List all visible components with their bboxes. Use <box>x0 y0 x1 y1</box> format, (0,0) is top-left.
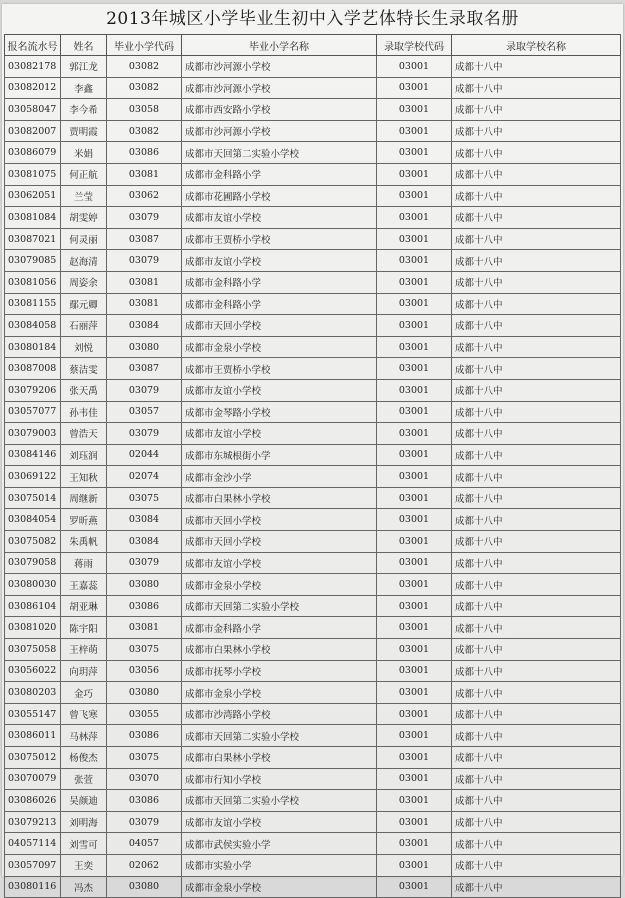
table-row <box>5 228 621 250</box>
table-row <box>5 854 621 876</box>
cell-grad-name: 成都市沙湾路小学校 <box>182 703 377 725</box>
cell-grad-code: 02044 <box>107 444 182 466</box>
cell-admit-code: 03001 <box>377 833 452 855</box>
cell-admit-name: 成都十八中 <box>452 487 621 509</box>
cell-admit-code: 03001 <box>377 595 452 617</box>
table-row <box>5 703 621 725</box>
cell-grad-name: 成都市沙河源小学校 <box>182 120 377 142</box>
cell-admit-code: 03001 <box>377 293 452 315</box>
table-row <box>5 768 621 790</box>
table-row <box>5 487 621 509</box>
cell-reg-no: 03081020 <box>5 617 61 639</box>
cell-admit-name: 成都十八中 <box>452 163 621 185</box>
table-row <box>5 185 621 207</box>
cell-name: 胡雯婷 <box>61 207 107 229</box>
cell-admit-name: 成都十八中 <box>452 293 621 315</box>
table-row <box>5 207 621 229</box>
cell-grad-name: 成都市行知小学校 <box>182 768 377 790</box>
cell-reg-no: 03082007 <box>5 120 61 142</box>
cell-admit-name: 成都十八中 <box>452 747 621 769</box>
cell-grad-name: 成都市东城根街小学 <box>182 444 377 466</box>
cell-admit-name: 成都十八中 <box>452 703 621 725</box>
cell-grad-code: 03079 <box>107 423 182 445</box>
cell-admit-code: 03001 <box>377 639 452 661</box>
cell-grad-name: 成都市友谊小学校 <box>182 552 377 574</box>
cell-grad-code: 03080 <box>107 876 182 898</box>
cell-grad-name: 成都市天回小学校 <box>182 315 377 337</box>
cell-grad-code: 03080 <box>107 574 182 596</box>
table-row <box>5 574 621 596</box>
cell-grad-name: 成都市金琴路小学校 <box>182 401 377 423</box>
cell-grad-code: 03079 <box>107 207 182 229</box>
cell-admit-code: 03001 <box>377 271 452 293</box>
cell-reg-no: 03055147 <box>5 703 61 725</box>
cell-grad-name: 成都市天回小学校 <box>182 531 377 553</box>
cell-name: 王奕 <box>61 854 107 876</box>
table-row <box>5 315 621 337</box>
cell-grad-code: 03062 <box>107 185 182 207</box>
cell-reg-no: 03080203 <box>5 682 61 704</box>
cell-name: 吴颜迪 <box>61 790 107 812</box>
table-row <box>5 660 621 682</box>
table-row <box>5 811 621 833</box>
cell-name: 赵海清 <box>61 250 107 272</box>
cell-admit-code: 03001 <box>377 250 452 272</box>
cell-admit-code: 03001 <box>377 423 452 445</box>
cell-reg-no: 03081155 <box>5 293 61 315</box>
cell-admit-code: 03001 <box>377 617 452 639</box>
cell-admit-code: 03001 <box>377 682 452 704</box>
cell-admit-code: 03001 <box>377 487 452 509</box>
cell-grad-code: 03075 <box>107 747 182 769</box>
cell-admit-name: 成都十八中 <box>452 207 621 229</box>
cell-admit-code: 03001 <box>377 185 452 207</box>
cell-admit-name: 成都十八中 <box>452 552 621 574</box>
cell-name: 蒋雨 <box>61 552 107 574</box>
header-grad-name: 毕业小学名称 <box>182 35 377 56</box>
admission-table <box>4 34 621 898</box>
table-row <box>5 142 621 164</box>
cell-admit-name: 成都十八中 <box>452 509 621 531</box>
cell-reg-no: 03084146 <box>5 444 61 466</box>
cell-grad-code: 03080 <box>107 682 182 704</box>
cell-admit-name: 成都十八中 <box>452 185 621 207</box>
cell-grad-name: 成都市王贾桥小学校 <box>182 228 377 250</box>
cell-admit-name: 成都十八中 <box>452 790 621 812</box>
cell-admit-name: 成都十八中 <box>452 768 621 790</box>
cell-name: 贾明霞 <box>61 120 107 142</box>
cell-admit-name: 成都十八中 <box>452 423 621 445</box>
table-row <box>5 509 621 531</box>
header-grad-code: 毕业小学代码 <box>107 35 182 56</box>
cell-name: 李今希 <box>61 99 107 121</box>
cell-admit-name: 成都十八中 <box>452 639 621 661</box>
table-row <box>5 423 621 445</box>
cell-grad-code: 03057 <box>107 401 182 423</box>
cell-admit-code: 03001 <box>377 768 452 790</box>
cell-grad-code: 03086 <box>107 142 182 164</box>
cell-grad-code: 03086 <box>107 790 182 812</box>
cell-grad-name: 成都市金科路小学 <box>182 617 377 639</box>
cell-admit-name: 成都十八中 <box>452 401 621 423</box>
cell-reg-no: 03080116 <box>5 876 61 898</box>
table-row <box>5 790 621 812</box>
cell-admit-name: 成都十八中 <box>452 811 621 833</box>
table-row <box>5 531 621 553</box>
cell-admit-name: 成都十八中 <box>452 466 621 488</box>
cell-name: 马林萍 <box>61 725 107 747</box>
cell-grad-code: 02062 <box>107 854 182 876</box>
cell-grad-name: 成都市天回小学校 <box>182 509 377 531</box>
cell-name: 金巧 <box>61 682 107 704</box>
header-admit-name: 录取学校名称 <box>452 35 621 56</box>
cell-name: 刘珏润 <box>61 444 107 466</box>
cell-name: 刘悦 <box>61 336 107 358</box>
table-row <box>5 120 621 142</box>
cell-reg-no: 03081056 <box>5 271 61 293</box>
table-row <box>5 77 621 99</box>
cell-name: 朱禹帆 <box>61 531 107 553</box>
table-row <box>5 336 621 358</box>
cell-grad-name: 成都市天回第二实验小学校 <box>182 790 377 812</box>
table-row <box>5 833 621 855</box>
cell-reg-no: 03079003 <box>5 423 61 445</box>
cell-grad-name: 成都市金科路小学 <box>182 293 377 315</box>
cell-admit-name: 成都十八中 <box>452 833 621 855</box>
cell-admit-name: 成都十八中 <box>452 120 621 142</box>
header-name: 姓名 <box>61 35 107 56</box>
page-title: 2013年城区小学毕业生初中入学艺体特长生录取名册 <box>106 9 519 29</box>
cell-admit-name: 成都十八中 <box>452 379 621 401</box>
cell-reg-no: 03080030 <box>5 574 61 596</box>
cell-admit-name: 成都十八中 <box>452 142 621 164</box>
table-row <box>5 401 621 423</box>
cell-reg-no: 03086026 <box>5 790 61 812</box>
cell-name: 陈宇阳 <box>61 617 107 639</box>
table-row <box>5 552 621 574</box>
cell-reg-no: 03086079 <box>5 142 61 164</box>
cell-admit-name: 成都十八中 <box>452 315 621 337</box>
cell-reg-no: 03075082 <box>5 531 61 553</box>
cell-admit-name: 成都十八中 <box>452 336 621 358</box>
cell-admit-code: 03001 <box>377 120 452 142</box>
cell-reg-no: 03070079 <box>5 768 61 790</box>
cell-admit-name: 成都十八中 <box>452 876 621 898</box>
cell-grad-name: 成都市白果林小学校 <box>182 487 377 509</box>
cell-admit-code: 03001 <box>377 509 452 531</box>
cell-reg-no: 03075014 <box>5 487 61 509</box>
cell-grad-code: 03086 <box>107 595 182 617</box>
cell-reg-no: 03079206 <box>5 379 61 401</box>
cell-name: 杨俊杰 <box>61 747 107 769</box>
cell-admit-name: 成都十八中 <box>452 358 621 380</box>
table-row <box>5 444 621 466</box>
cell-name: 王知秋 <box>61 466 107 488</box>
table-row <box>5 595 621 617</box>
cell-reg-no: 03086104 <box>5 595 61 617</box>
cell-grad-code: 03079 <box>107 811 182 833</box>
cell-reg-no: 04057114 <box>5 833 61 855</box>
header-admit-code: 录取学校代码 <box>377 35 452 56</box>
cell-name: 何正航 <box>61 163 107 185</box>
cell-name: 周姿余 <box>61 271 107 293</box>
table-row <box>5 271 621 293</box>
cell-name: 王嘉蕊 <box>61 574 107 596</box>
cell-grad-name: 成都市友谊小学校 <box>182 250 377 272</box>
cell-grad-code: 03084 <box>107 315 182 337</box>
cell-grad-code: 03082 <box>107 56 182 78</box>
cell-admit-name: 成都十八中 <box>452 99 621 121</box>
cell-grad-code: 03081 <box>107 293 182 315</box>
cell-grad-code: 03082 <box>107 77 182 99</box>
cell-reg-no: 03081075 <box>5 163 61 185</box>
table-row <box>5 725 621 747</box>
roster-sheet <box>2 4 623 894</box>
cell-name: 冯杰 <box>61 876 107 898</box>
cell-admit-code: 03001 <box>377 142 452 164</box>
table-row <box>5 56 621 78</box>
cell-name: 张萱 <box>61 768 107 790</box>
cell-grad-name: 成都市西安路小学校 <box>182 99 377 121</box>
cell-admit-name: 成都十八中 <box>452 228 621 250</box>
cell-admit-code: 03001 <box>377 163 452 185</box>
cell-grad-code: 03084 <box>107 531 182 553</box>
cell-reg-no: 03056022 <box>5 660 61 682</box>
cell-admit-code: 03001 <box>377 379 452 401</box>
cell-name: 胡亚琳 <box>61 595 107 617</box>
cell-reg-no: 03084054 <box>5 509 61 531</box>
cell-admit-code: 03001 <box>377 552 452 574</box>
cell-reg-no: 03080184 <box>5 336 61 358</box>
cell-grad-code: 03055 <box>107 703 182 725</box>
cell-grad-name: 成都市实验小学 <box>182 854 377 876</box>
cell-name: 蔡洁雯 <box>61 358 107 380</box>
cell-grad-name: 成都市白果林小学校 <box>182 747 377 769</box>
cell-reg-no: 03075012 <box>5 747 61 769</box>
cell-grad-code: 03084 <box>107 509 182 531</box>
cell-admit-name: 成都十八中 <box>452 531 621 553</box>
cell-grad-code: 04057 <box>107 833 182 855</box>
cell-name: 米娟 <box>61 142 107 164</box>
cell-reg-no: 03069122 <box>5 466 61 488</box>
cell-admit-name: 成都十八中 <box>452 250 621 272</box>
cell-reg-no: 03075058 <box>5 639 61 661</box>
cell-name: 石丽萍 <box>61 315 107 337</box>
cell-reg-no: 03057097 <box>5 854 61 876</box>
cell-grad-name: 成都市天回第二实验小学校 <box>182 725 377 747</box>
cell-admit-code: 03001 <box>377 876 452 898</box>
cell-reg-no: 03082012 <box>5 77 61 99</box>
cell-admit-code: 03001 <box>377 56 452 78</box>
cell-grad-name: 成都市金沙小学 <box>182 466 377 488</box>
cell-name: 兰莹 <box>61 185 107 207</box>
cell-grad-code: 02074 <box>107 466 182 488</box>
cell-grad-code: 03086 <box>107 725 182 747</box>
cell-grad-name: 成都市沙河源小学校 <box>182 77 377 99</box>
cell-admit-code: 03001 <box>377 466 452 488</box>
table-body <box>5 56 621 898</box>
cell-grad-name: 成都市金泉小学校 <box>182 574 377 596</box>
table-row <box>5 617 621 639</box>
cell-admit-name: 成都十八中 <box>452 617 621 639</box>
cell-reg-no: 03087021 <box>5 228 61 250</box>
cell-admit-code: 03001 <box>377 574 452 596</box>
cell-grad-name: 成都市沙河源小学校 <box>182 56 377 78</box>
cell-grad-name: 成都市金泉小学校 <box>182 876 377 898</box>
cell-admit-code: 03001 <box>377 703 452 725</box>
cell-name: 曾飞寒 <box>61 703 107 725</box>
cell-grad-name: 成都市白果林小学校 <box>182 639 377 661</box>
cell-admit-name: 成都十八中 <box>452 574 621 596</box>
cell-name: 曾浩天 <box>61 423 107 445</box>
cell-reg-no: 03087008 <box>5 358 61 380</box>
cell-grad-code: 03081 <box>107 163 182 185</box>
cell-admit-code: 03001 <box>377 444 452 466</box>
table-row <box>5 358 621 380</box>
cell-name: 王梓萌 <box>61 639 107 661</box>
table-row <box>5 466 621 488</box>
cell-grad-name: 成都市金科路小学 <box>182 271 377 293</box>
cell-name: 向玥萍 <box>61 660 107 682</box>
table-row <box>5 293 621 315</box>
cell-admit-name: 成都十八中 <box>452 725 621 747</box>
cell-admit-code: 03001 <box>377 99 452 121</box>
cell-admit-name: 成都十八中 <box>452 682 621 704</box>
table-header-row <box>5 35 621 56</box>
cell-admit-code: 03001 <box>377 747 452 769</box>
cell-grad-code: 03079 <box>107 250 182 272</box>
cell-reg-no: 03062051 <box>5 185 61 207</box>
cell-reg-no: 03086011 <box>5 725 61 747</box>
cell-admit-name: 成都十八中 <box>452 854 621 876</box>
cell-grad-code: 03056 <box>107 660 182 682</box>
cell-grad-code: 03087 <box>107 358 182 380</box>
cell-grad-code: 03082 <box>107 120 182 142</box>
cell-name: 张天禹 <box>61 379 107 401</box>
table-row <box>5 379 621 401</box>
cell-admit-name: 成都十八中 <box>452 77 621 99</box>
cell-admit-code: 03001 <box>377 531 452 553</box>
cell-grad-code: 03080 <box>107 336 182 358</box>
table-row <box>5 250 621 272</box>
cell-name: 刘雪可 <box>61 833 107 855</box>
cell-grad-name: 成都市王贾桥小学校 <box>182 358 377 380</box>
cell-admit-code: 03001 <box>377 228 452 250</box>
cell-grad-name: 成都市友谊小学校 <box>182 423 377 445</box>
cell-admit-code: 03001 <box>377 725 452 747</box>
cell-name: 鄢元卿 <box>61 293 107 315</box>
cell-name: 罗昕燕 <box>61 509 107 531</box>
table-row <box>5 639 621 661</box>
cell-grad-name: 成都市花圃路小学校 <box>182 185 377 207</box>
table-row <box>5 682 621 704</box>
cell-reg-no: 03057077 <box>5 401 61 423</box>
cell-name: 周继新 <box>61 487 107 509</box>
cell-reg-no: 03058047 <box>5 99 61 121</box>
cell-grad-name: 成都市友谊小学校 <box>182 379 377 401</box>
table-row <box>5 747 621 769</box>
cell-admit-code: 03001 <box>377 315 452 337</box>
cell-grad-name: 成都市金科路小学 <box>182 163 377 185</box>
cell-admit-code: 03001 <box>377 336 452 358</box>
cell-admit-code: 03001 <box>377 207 452 229</box>
cell-grad-name: 成都市天回第二实验小学校 <box>182 595 377 617</box>
cell-admit-code: 03001 <box>377 401 452 423</box>
cell-grad-code: 03058 <box>107 99 182 121</box>
table-row <box>5 163 621 185</box>
cell-grad-code: 03079 <box>107 552 182 574</box>
cell-reg-no: 03082178 <box>5 56 61 78</box>
cell-grad-code: 03075 <box>107 487 182 509</box>
header-reg-no: 报名流水号 <box>5 35 61 56</box>
cell-grad-name: 成都市友谊小学校 <box>182 207 377 229</box>
table-row <box>5 876 621 898</box>
cell-grad-name: 成都市武侯实验小学 <box>182 833 377 855</box>
cell-grad-name: 成都市金泉小学校 <box>182 682 377 704</box>
cell-grad-code: 03079 <box>107 379 182 401</box>
cell-admit-name: 成都十八中 <box>452 444 621 466</box>
cell-admit-code: 03001 <box>377 854 452 876</box>
cell-admit-name: 成都十八中 <box>452 271 621 293</box>
cell-reg-no: 03081084 <box>5 207 61 229</box>
cell-admit-name: 成都十八中 <box>452 595 621 617</box>
cell-reg-no: 03079058 <box>5 552 61 574</box>
cell-admit-code: 03001 <box>377 77 452 99</box>
cell-admit-code: 03001 <box>377 790 452 812</box>
cell-grad-code: 03081 <box>107 271 182 293</box>
cell-admit-code: 03001 <box>377 358 452 380</box>
table-row <box>5 99 621 121</box>
cell-reg-no: 03079085 <box>5 250 61 272</box>
cell-admit-name: 成都十八中 <box>452 56 621 78</box>
cell-grad-name: 成都市金泉小学校 <box>182 336 377 358</box>
cell-grad-code: 03070 <box>107 768 182 790</box>
cell-grad-name: 成都市天回第二实验小学校 <box>182 142 377 164</box>
cell-admit-name: 成都十八中 <box>452 660 621 682</box>
cell-grad-code: 03087 <box>107 228 182 250</box>
cell-admit-code: 03001 <box>377 811 452 833</box>
cell-grad-code: 03081 <box>107 617 182 639</box>
cell-grad-name: 成都市抚琴小学校 <box>182 660 377 682</box>
cell-grad-code: 03075 <box>107 639 182 661</box>
cell-reg-no: 03079213 <box>5 811 61 833</box>
cell-name: 何灵丽 <box>61 228 107 250</box>
cell-reg-no: 03084058 <box>5 315 61 337</box>
cell-grad-name: 成都市友谊小学校 <box>182 811 377 833</box>
cell-admit-code: 03001 <box>377 660 452 682</box>
cell-name: 刘明海 <box>61 811 107 833</box>
cell-name: 孙韦佳 <box>61 401 107 423</box>
cell-name: 李鑫 <box>61 77 107 99</box>
cell-name: 郭江龙 <box>61 56 107 78</box>
